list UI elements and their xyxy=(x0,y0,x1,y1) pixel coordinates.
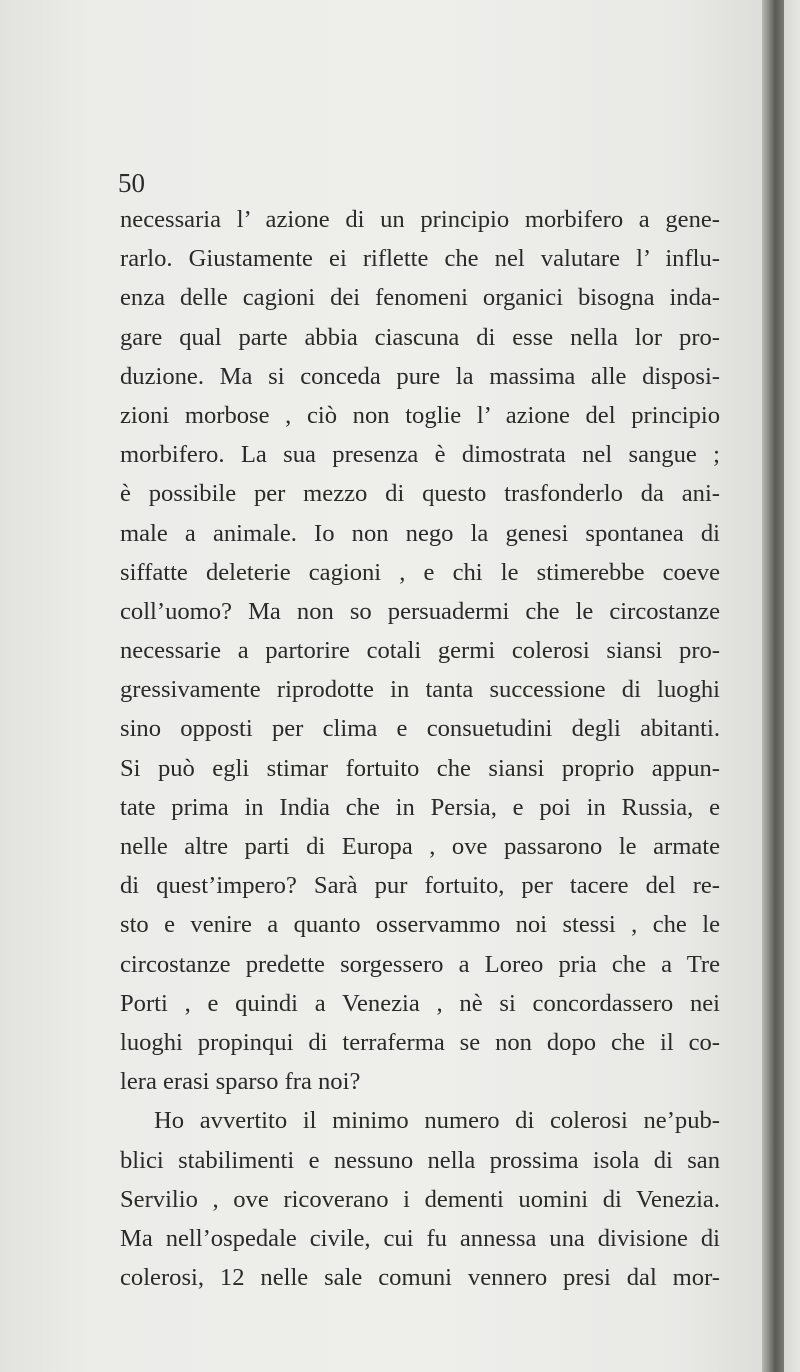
text-line: circostanze predette sorgessero a Loreo pria che a Tre xyxy=(120,950,720,978)
text-line: gressivamente riprodotte in tanta successione di luoghi xyxy=(120,676,720,704)
page-number: 50 xyxy=(118,168,145,198)
text-line: nelle altre parti di Europa , ove passarono le armate xyxy=(120,833,720,860)
text-line: male a animale. Io non nego la genesi spontanea di xyxy=(120,519,720,547)
text-line-paragraph-end: lera erasi sparso fra noi? xyxy=(120,1068,361,1096)
text-line: rarlo. Giustamente ei riflette che nel valutare l’ influ- xyxy=(120,245,720,273)
text-line: necessarie a partorire cotali germi colerosi siansi pro- xyxy=(120,637,720,665)
text-line: gare qual parte abbia ciascuna di esse nella lor pro- xyxy=(120,323,720,351)
text-line: enza delle cagioni dei fenomeni organici bisogna inda- xyxy=(120,284,720,312)
text-line: sino opposti per clima e consuetudini degli abitanti. xyxy=(120,715,720,743)
text-line: zioni morbose , ciò non toglie l’ azione del principio xyxy=(120,401,720,429)
text-line-paragraph-start: Ho avvertito il minimo numero di colerosi ne’pub- xyxy=(154,1107,720,1135)
text-line: Si può egli stimar fortuito che siansi proprio appun- xyxy=(120,754,720,782)
page-edge xyxy=(784,0,800,1372)
text-line: coll’uomo? Ma non so persuadermi che le circostanze xyxy=(120,597,720,625)
text-line: sto e venire a quanto osservammo noi stessi , che le xyxy=(120,911,720,939)
text-line: è possibile per mezzo di questo trasfonderlo da ani- xyxy=(120,480,720,508)
text-line: Porti , e quindi a Venezia , nè si concordassero nei xyxy=(120,989,720,1017)
text-line: morbifero. La sua presenza è dimostrata nel sangue ; xyxy=(120,441,720,469)
text-line: colerosi, 12 nelle sale comuni vennero presi dal mor- xyxy=(120,1264,720,1292)
text-line: tate prima in India che in Persia, e poi in Russia, e xyxy=(120,793,720,821)
text-line: siffatte deleterie cagioni , e chi le stimerebbe coeve xyxy=(120,558,720,586)
text-line: necessaria l’ azione di un principio morbifero a gene- xyxy=(120,206,720,233)
text-line: Servilio , ove ricoverano i dementi uomini di Venezia. xyxy=(120,1185,720,1213)
book-binding xyxy=(762,0,784,1372)
text-line: duzione. Ma si conceda pure la massima alle disposi- xyxy=(120,362,720,390)
text-line: luoghi propinqui di terraferma se non dopo che il co- xyxy=(120,1028,720,1056)
body-text xyxy=(120,200,720,1297)
text-line: blici stabilimenti e nessuno nella prossima isola di san xyxy=(120,1146,720,1174)
text-line: Ma nell’ospedale civile, cui fu annessa una divisione di xyxy=(120,1224,720,1252)
text-line: di quest’impero? Sarà pur fortuito, per tacere del re- xyxy=(120,872,720,900)
